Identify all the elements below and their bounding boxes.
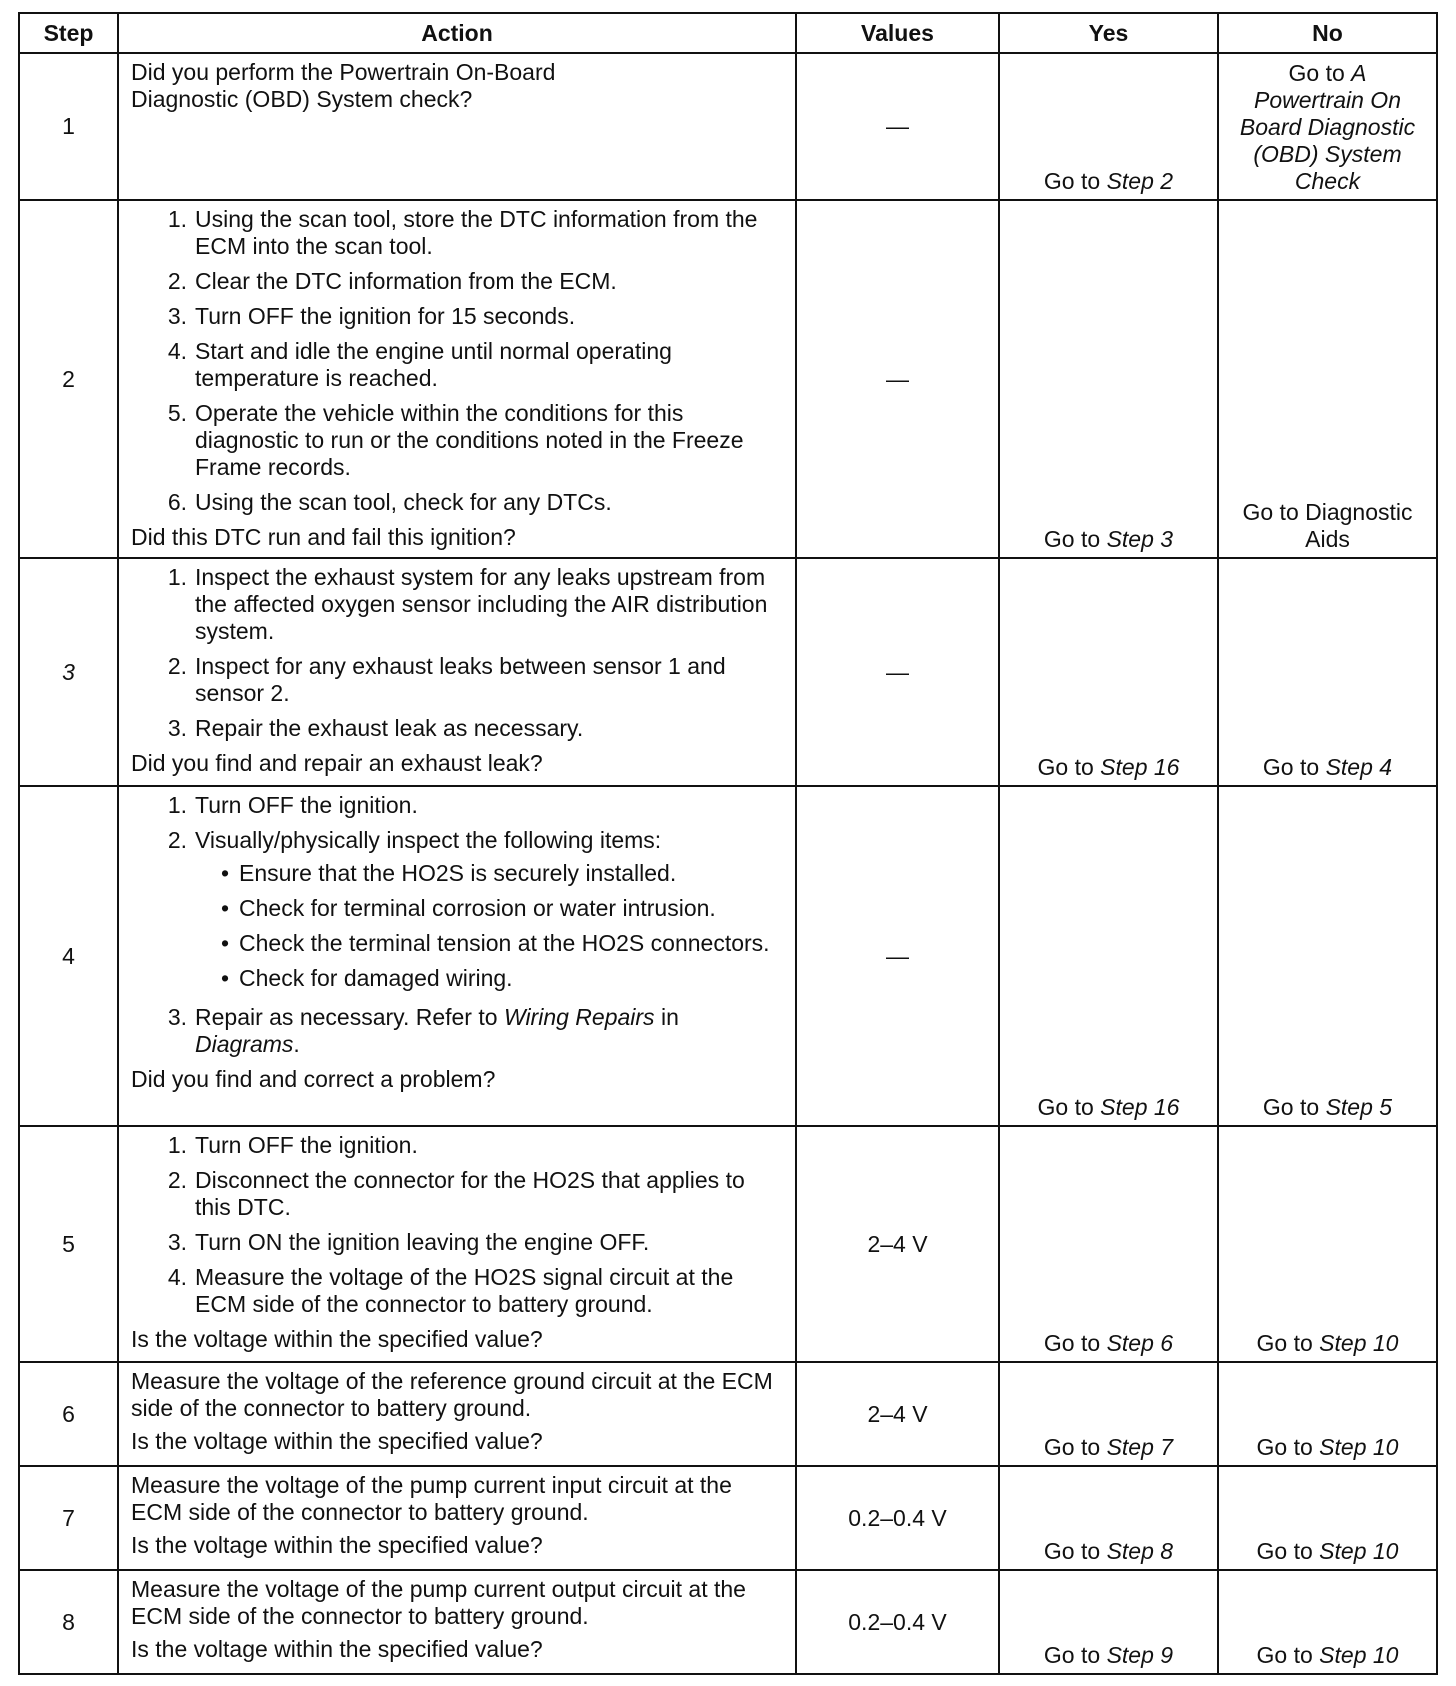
yes-prefix: Go to — [1037, 754, 1101, 780]
list-item: 3. Repair as necessary. Refer to Wiring Repairs in Diagrams. — [167, 1004, 679, 1057]
list-item: 3. Turn ON the ignition leaving the engine OFF. — [167, 1229, 650, 1255]
list-item: 2. Visually/physically inspect the following items: • Ensure that the HO2S is securely installed. • Check for terminal corrosion or water intrusion. • Check the terminal tension at the HO2S connectors. • Check for damaged wiring. — [131, 827, 783, 1000]
step-number: 8 — [19, 1570, 118, 1674]
yes-cell — [999, 558, 1218, 786]
value-cell: 2–4 V — [796, 1126, 999, 1362]
diagnostic-table — [18, 12, 1438, 1675]
list-item: 2. Clear the DTC information from the ECM. — [167, 268, 617, 294]
no-step-link[interactable]: Step 4 — [1325, 754, 1393, 780]
header-values: Values — [796, 13, 999, 53]
no-cell[interactable]: Go to Diagnostic Aids — [1218, 200, 1437, 558]
value-cell: — — [796, 558, 999, 786]
bullet-item: • Check the terminal tension at the HO2S connectors. — [220, 930, 770, 956]
yes-cell — [999, 1126, 1218, 1362]
action-steps-list — [131, 792, 783, 1058]
value-cell: — — [796, 786, 999, 1126]
no-prefix: Go to — [1256, 1434, 1320, 1460]
yes-prefix: Go to — [1043, 1330, 1107, 1356]
step-number: 7 — [19, 1466, 118, 1570]
action-cell — [118, 53, 796, 200]
no-step-link[interactable]: Step 5 — [1325, 1094, 1393, 1120]
no-step-link[interactable]: Step 10 — [1319, 1642, 1399, 1668]
list-item: 4. Measure the voltage of the HO2S signal circuit at the ECM side of the connector to battery ground. — [167, 1264, 734, 1317]
no-cell — [1218, 53, 1437, 200]
value-cell: 0.2–0.4 V — [796, 1570, 999, 1674]
list-item: 1. Turn OFF the ignition. — [167, 792, 418, 818]
yes-cell — [999, 200, 1218, 558]
no-cell — [1218, 1126, 1437, 1362]
list-item: 2. Inspect for any exhaust leaks between sensor 1 and sensor 2. — [167, 653, 726, 706]
wiring-repairs-ref[interactable]: Wiring Repairs — [503, 1004, 655, 1030]
value-cell: — — [796, 200, 999, 558]
no-step-link[interactable]: Step 10 — [1319, 1330, 1399, 1356]
bullet-item: • Check for damaged wiring. — [220, 965, 513, 991]
value-cell: — — [796, 53, 999, 200]
action-question: Is the voltage within the specified value? — [131, 1636, 543, 1662]
header-action: Action — [118, 13, 796, 53]
header-yes: Yes — [999, 13, 1218, 53]
yes-prefix: Go to — [1043, 168, 1107, 194]
no-cell — [1218, 1466, 1437, 1570]
inspection-bullets — [195, 860, 783, 992]
no-cell — [1218, 786, 1437, 1126]
step-number: 1 — [19, 53, 118, 200]
action-question: Is the voltage within the specified value? — [131, 1326, 543, 1352]
yes-cell — [999, 1466, 1218, 1570]
step-number: 5 — [19, 1126, 118, 1362]
no-cell — [1218, 558, 1437, 786]
action-cell — [118, 1570, 796, 1674]
yes-step-link[interactable]: Step 8 — [1106, 1538, 1174, 1564]
action-cell — [118, 786, 796, 1126]
action-instruction: Measure the voltage of the pump current input circuit at the ECM side of the connector to battery ground. — [131, 1472, 732, 1525]
no-prefix: Go to — [1256, 1538, 1320, 1564]
action-cell — [118, 200, 796, 558]
yes-step-link[interactable]: Step 3 — [1106, 526, 1174, 552]
list-item: 2. Disconnect the connector for the HO2S that applies to this DTC. — [167, 1167, 745, 1220]
action-cell — [118, 1362, 796, 1466]
diagnostic-table-container — [18, 12, 1436, 1675]
yes-step-link[interactable]: Step 16 — [1100, 754, 1180, 780]
bullet-item: • Ensure that the HO2S is securely installed. — [220, 860, 677, 886]
action-question: Did you perform the Powertrain On-Board Diagnostic (OBD) System check? — [131, 59, 556, 112]
action-cell — [118, 1466, 796, 1570]
list-item: 3. Repair the exhaust leak as necessary. — [167, 715, 584, 741]
yes-prefix: Go to — [1043, 526, 1107, 552]
yes-step-link[interactable]: Step 6 — [1106, 1330, 1174, 1356]
table-row — [19, 1466, 1437, 1570]
value-cell: 0.2–0.4 V — [796, 1466, 999, 1570]
yes-step-link[interactable]: Step 16 — [1100, 1094, 1180, 1120]
yes-cell — [999, 53, 1218, 200]
list-item: 6. Using the scan tool, check for any DTCs. — [167, 489, 612, 515]
table-row — [19, 1362, 1437, 1466]
list-item: 3. Turn OFF the ignition for 15 seconds. — [167, 303, 576, 329]
yes-prefix: Go to — [1043, 1434, 1107, 1460]
list-item: 4. Start and idle the engine until normal operating temperature is reached. — [167, 338, 672, 391]
action-question: Is the voltage within the specified value? — [131, 1532, 543, 1558]
yes-step-link[interactable]: Step 7 — [1106, 1434, 1174, 1460]
table-row — [19, 1570, 1437, 1674]
no-prefix: Go to — [1256, 1330, 1320, 1356]
table-row — [19, 558, 1437, 786]
action-question: Did you find and correct a problem? — [131, 1066, 496, 1092]
step-number: 3 — [19, 558, 118, 786]
no-cell — [1218, 1362, 1437, 1466]
diagrams-ref[interactable]: Diagrams — [195, 1031, 294, 1057]
list-item: 1. Using the scan tool, store the DTC information from the ECM into the scan tool. — [167, 206, 758, 259]
header-step: Step — [19, 13, 118, 53]
header-no: No — [1218, 13, 1437, 53]
list-item: 1. Inspect the exhaust system for any leaks upstream from the affected oxygen sensor including the AIR distribution system. — [167, 564, 768, 644]
no-prefix: Go to — [1262, 754, 1326, 780]
value-cell: 2–4 V — [796, 1362, 999, 1466]
yes-cell — [999, 786, 1218, 1126]
action-instruction: Measure the voltage of the reference ground circuit at the ECM side of the connector to battery ground. — [131, 1368, 773, 1421]
yes-prefix: Go to — [1037, 1094, 1101, 1120]
no-prefix: Go to — [1256, 1642, 1320, 1668]
action-cell — [118, 558, 796, 786]
step-number: 4 — [19, 786, 118, 1126]
no-prefix: Go to — [1262, 1094, 1326, 1120]
yes-cell — [999, 1362, 1218, 1466]
action-instruction: Measure the voltage of the pump current output circuit at the ECM side of the connector to battery ground. — [131, 1576, 746, 1629]
bullet-item: • Check for terminal corrosion or water intrusion. — [220, 895, 716, 921]
yes-prefix: Go to — [1043, 1642, 1107, 1668]
no-step-link[interactable]: Step 10 — [1319, 1434, 1399, 1460]
list-item: 5. Operate the vehicle within the conditions for this diagnostic to run or the conditions noted in the Freeze Frame records. — [167, 400, 744, 480]
list-item: 1. Turn OFF the ignition. — [167, 1132, 418, 1158]
table-row — [19, 1126, 1437, 1362]
table-row — [19, 200, 1437, 558]
header-row — [19, 13, 1437, 53]
yes-step-link[interactable]: Step 2 — [1106, 168, 1174, 194]
action-steps-list — [131, 1132, 783, 1318]
yes-cell — [999, 1570, 1218, 1674]
no-prefix: Go to — [1288, 60, 1352, 86]
action-cell — [118, 1126, 796, 1362]
action-steps-list — [131, 206, 783, 516]
action-question: Did this DTC run and fail this ignition? — [131, 524, 516, 550]
yes-step-link[interactable]: Step 9 — [1106, 1642, 1174, 1668]
action-question: Did you find and repair an exhaust leak? — [131, 750, 543, 776]
no-cell — [1218, 1570, 1437, 1674]
yes-prefix: Go to — [1043, 1538, 1107, 1564]
no-step-link[interactable]: A Powertrain On Board Diagnostic (OBD) System Check — [1239, 60, 1416, 194]
table-row — [19, 53, 1437, 200]
step-number: 6 — [19, 1362, 118, 1466]
step-number: 2 — [19, 200, 118, 558]
action-question: Is the voltage within the specified value? — [131, 1428, 543, 1454]
action-steps-list — [131, 564, 783, 742]
table-row — [19, 786, 1437, 1126]
no-step-link[interactable]: Step 10 — [1319, 1538, 1399, 1564]
